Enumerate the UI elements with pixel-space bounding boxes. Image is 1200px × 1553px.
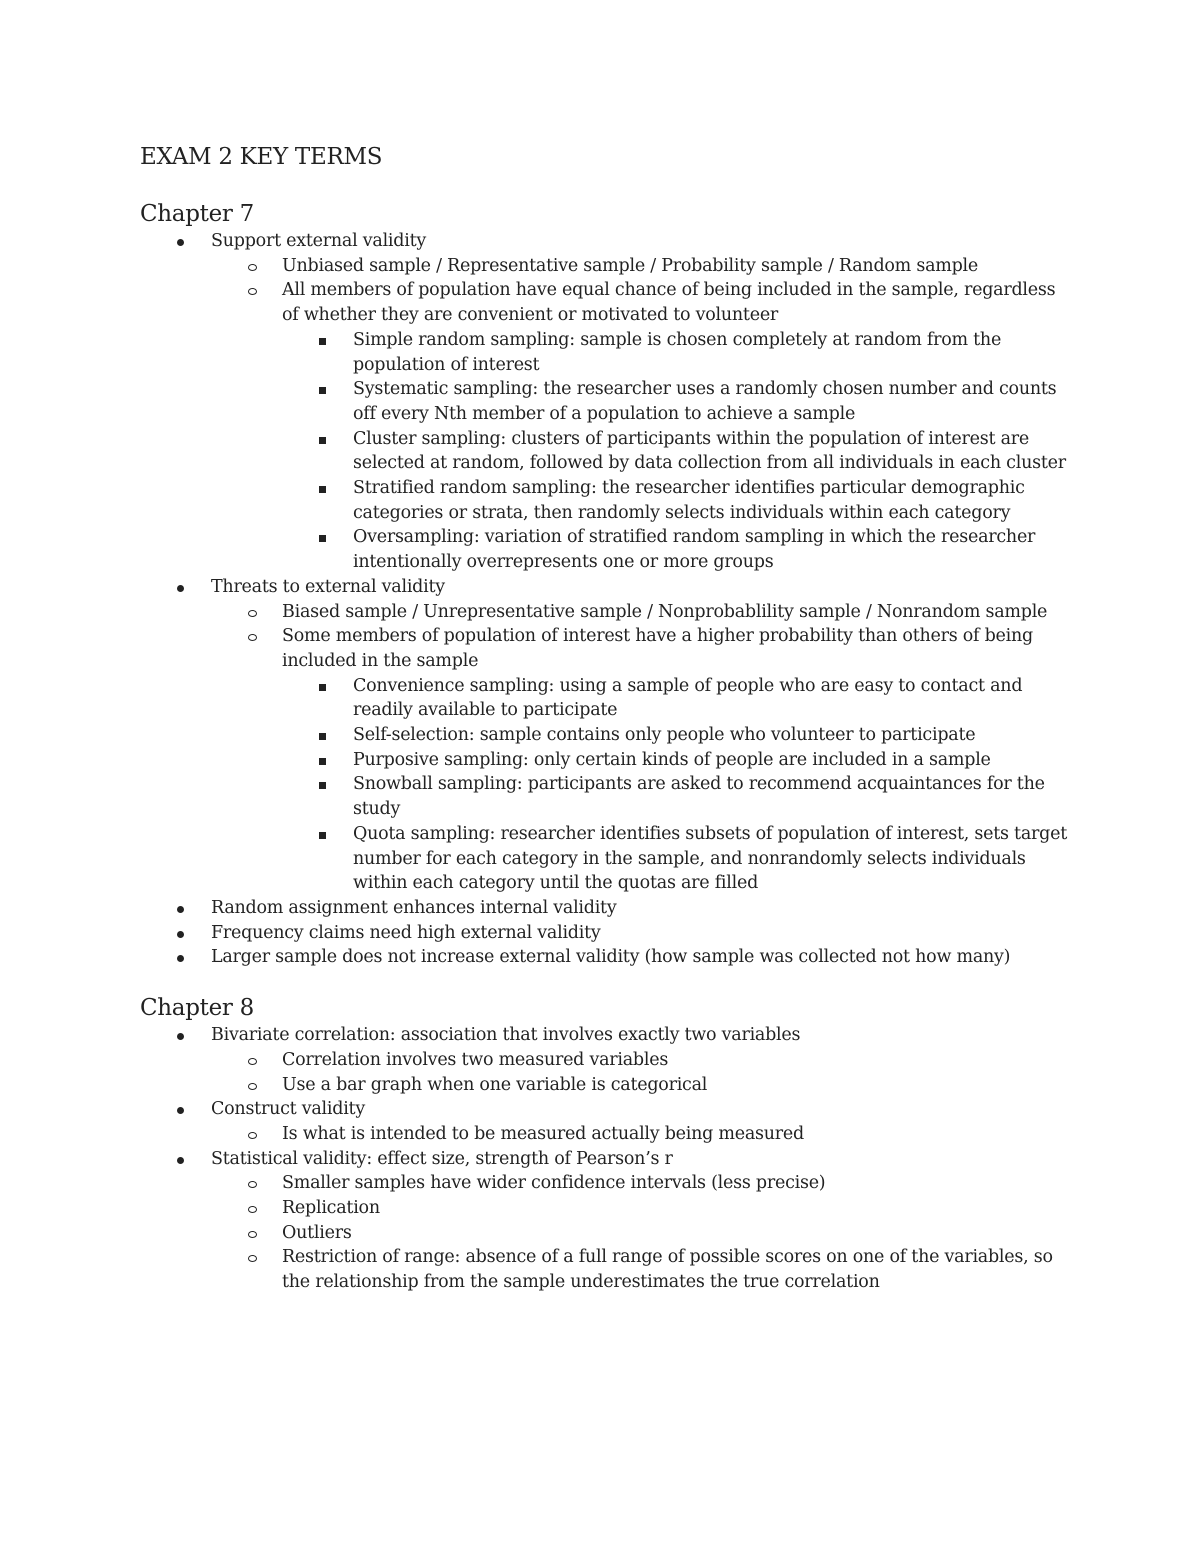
list-item [211,1073,1075,1098]
list-item [282,476,1075,525]
list-item-text: Use a bar graph when one variable is categorical [282,1074,708,1095]
list-item-text: Cluster sampling: clusters of participants within the population of interest are selected at random, followed by data collection from all individuals in each cluster [353,428,1066,474]
chapter-heading: Chapter 7 [140,201,254,227]
list-item [211,1196,1075,1221]
list-item [211,1171,1075,1196]
list-item [211,1221,1075,1246]
bullet-circle-icon [248,1132,257,1139]
bullet-circle-icon [248,1206,257,1213]
list-item [211,278,1075,574]
list-item-text: Purposive sampling: only certain kinds of people are included in a sample [353,749,991,770]
bullet-list [140,229,1075,970]
list-item-text: Threats to external validity [211,576,445,597]
bullet-square-icon [319,387,326,394]
list-item [282,377,1075,426]
bullet-disc-icon [177,1157,184,1164]
list-item-text: Frequency claims need high external validity [211,922,601,943]
list-item-text: Oversampling: variation of stratified random sampling in which the researcher intentionally overrepresents one or more groups [353,527,1036,573]
bullet-square-icon [319,758,326,765]
list-item-text: Unbiased sample / Representative sample / Probability sample / Random sample [282,255,979,276]
bullet-square-icon [319,437,326,444]
bullet-disc-icon [177,239,184,246]
sub-bullet-list [211,600,1075,896]
list-item-text: Larger sample does not increase external validity (how sample was collected not how many) [211,947,1011,968]
bullet-disc-icon [177,1107,184,1114]
list-item [211,1245,1075,1294]
sub-bullet-list [211,1122,1075,1147]
bullet-circle-icon [248,1231,257,1238]
list-item-text: Outliers [282,1222,352,1243]
list-item-text: Bivariate correlation: association that involves exactly two variables [211,1025,801,1046]
list-item [140,896,1075,921]
bullet-circle-icon [248,634,257,641]
bullet-circle-icon [248,1255,257,1262]
sub-bullet-list [211,1171,1075,1295]
list-item-text: Biased sample / Unrepresentative sample / Nonprobablility sample / Nonrandom sample [282,601,1048,622]
list-item-text: Self-selection: sample contains only people who volunteer to participate [353,725,976,746]
list-item [140,229,1075,575]
list-item [282,772,1075,821]
list-item-text: Support external validity [211,231,426,251]
list-item [140,921,1075,946]
list-item [282,525,1075,574]
list-item [211,254,1075,279]
list-item-text: Quota sampling: researcher identifies subsets of population of interest, sets target number for each category in the sample, and nonrandomly selects individuals within each category until the quotas are filled [353,823,1067,894]
list-item-text: Systematic sampling: the researcher uses a randomly chosen number and counts off every Nth member of a population to achieve a sample [353,379,1057,424]
list-item [211,600,1075,625]
bullet-disc-icon [177,906,184,913]
bullet-square-icon [319,338,326,345]
chapters-container [140,199,1200,1295]
list-item-text: Restriction of range: absence of a full range of possible scores on one of the variables, so the relationship from the sample underestimates the true correlation [282,1247,1053,1293]
bullet-disc-icon [177,1033,184,1040]
list-item [211,624,1075,896]
bullet-disc-icon [177,585,184,592]
list-item [140,945,1075,970]
bullet-square-icon [319,486,326,493]
bullet-circle-icon [248,1181,257,1188]
list-item-text: Construct validity [211,1099,365,1120]
bullet-square-icon [319,733,326,740]
document-title: EXAM 2 KEY TERMS [140,144,383,170]
list-item-text: Simple random sampling: sample is chosen completely at random from the population of interest [353,329,1002,375]
list-item [282,822,1075,896]
list-item [282,723,1075,748]
list-item-text: Snowball sampling: participants are asked to recommend acquaintances for the study [353,774,1045,820]
list-item [282,674,1075,723]
list-item [211,1122,1075,1147]
list-item [140,1023,1075,1097]
bullet-circle-icon [248,1058,257,1065]
list-item [140,575,1075,896]
sub-sub-bullet-list [282,674,1075,896]
bullet-circle-icon [248,288,257,295]
list-item-text: Stratified random sampling: the researcher identifies particular demographic categories or strata, then randomly selects individuals within each category [353,478,1025,523]
list-item-text: Is what is intended to be measured actually being measured [282,1123,804,1144]
list-item-text: Smaller samples have wider confidence intervals (less precise) [282,1173,826,1194]
list-item [282,328,1075,377]
chapter-section [140,199,1200,970]
bullet-square-icon [319,782,326,789]
bullet-disc-icon [177,955,184,962]
list-item [140,1097,1075,1146]
list-item-text: Convenience sampling: using a sample of people who are easy to contact and readily available to participate [353,675,1023,721]
list-item [282,748,1075,773]
bullet-circle-icon [248,1083,257,1090]
list-item-text: Some members of population of interest have a higher probability than others of being included in the sample [282,626,1033,671]
list-item-text: Correlation involves two measured variables [282,1049,669,1070]
bullet-square-icon [319,535,326,542]
bullet-circle-icon [248,264,257,271]
bullet-square-icon [319,684,326,691]
sub-bullet-list [211,1048,1075,1097]
list-item-text: Statistical validity: effect size, strength of Pearson’s r [211,1148,673,1169]
bullet-circle-icon [248,610,257,617]
list-item-text: All members of population have equal chance of being included in the sample, regardless of whether they are convenient or motivated to volunteer [282,280,1056,326]
sub-bullet-list [211,254,1075,575]
chapter-section [140,993,1200,1295]
list-item [140,1147,1075,1295]
list-item [282,427,1075,476]
chapter-heading: Chapter 8 [140,995,254,1022]
list-item-text: Random assignment enhances internal validity [211,897,617,918]
sub-sub-bullet-list [282,328,1075,575]
bullet-disc-icon [177,931,184,938]
list-item [211,1048,1075,1073]
list-item-text: Replication [282,1198,380,1219]
bullet-list [140,1023,1075,1295]
bullet-square-icon [319,832,326,839]
